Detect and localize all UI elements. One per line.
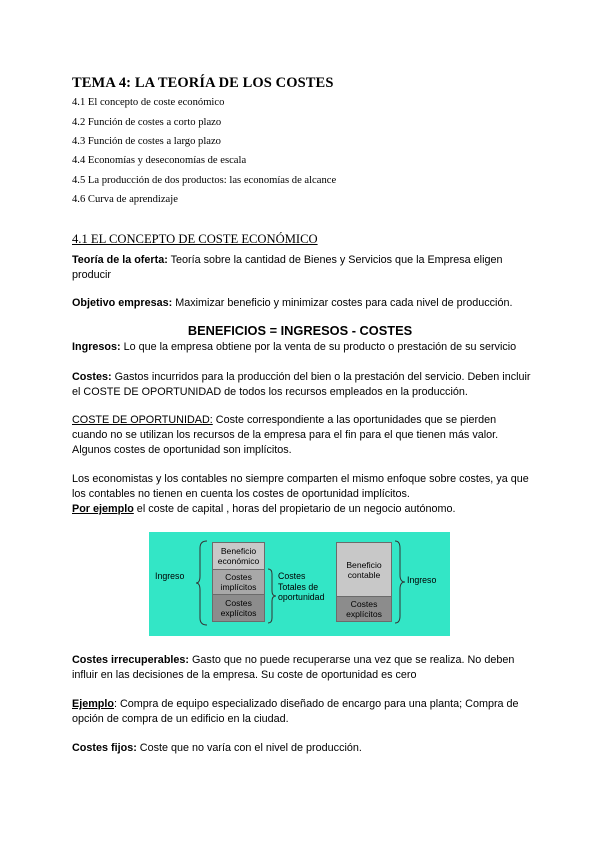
term-irrecuperables: Costes irrecuperables: [72, 654, 190, 666]
text-costes: Gastos incurridos para la producción del bien o la prestación del servicio. Deben incluir el COSTE DE OPORTUNIDAD de todos los recursos empleados en la producción. [72, 371, 531, 398]
paragraph-oportunidad [72, 413, 532, 458]
box-costes-explicitos-right: Costes explícitos [336, 596, 392, 622]
paragraph-ingresos [72, 340, 532, 355]
toc-item: 4.5 La producción de dos productos: las economías de alcance [72, 175, 337, 186]
text-ingresos: Lo que la empresa obtiene por la venta de su producto o prestación de su servicio [120, 341, 517, 353]
text-objetivo: Maximizar beneficio y minimizar costes para cada nivel de producción. [172, 297, 513, 309]
brace-right-icon [394, 540, 406, 624]
term-teoria: Teoría de la oferta: [72, 254, 168, 266]
text-fijos: Coste que no varía con el nivel de producción. [136, 742, 362, 754]
term-ejemplo1: Por ejemplo [72, 503, 134, 515]
paragraph-costes [72, 370, 532, 400]
box-beneficio-economico: Beneficio económico [212, 542, 265, 570]
text-teoria: Teoría sobre la cantidad de Bienes y Servicios que la Empresa eligen producir [72, 254, 503, 281]
brace-middle-icon [267, 568, 277, 624]
paragraph-teoria [72, 253, 532, 283]
toc-item: 4.4 Economías y deseconomías de escala [72, 155, 247, 166]
text-irrecuperables: Gasto que no puede recuperarse una vez que se realiza. No deben influir en las decisiones de la empresa. Su coste de oportunidad es cero [72, 654, 515, 681]
term-fijos: Costes fijos: [72, 742, 137, 754]
brace-left-icon [195, 540, 209, 626]
term-ingresos: Ingresos: [72, 341, 121, 353]
text-ejemplo1: el coste de capital , horas del propietario de un negocio autónomo. [133, 503, 456, 515]
diagram-label-ingreso-right: Ingreso [407, 575, 437, 585]
page-title: TEMA 4: LA TEORÍA DE LOS COSTES [72, 75, 334, 91]
toc-item: 4.3 Función de costes a largo plazo [72, 136, 221, 147]
box-beneficio-contable: Beneficio contable [336, 542, 392, 597]
term-objetivo: Objetivo empresas: [72, 297, 173, 309]
toc-item: 4.1 El concepto de coste económico [72, 97, 225, 108]
paragraph-objetivo [72, 296, 532, 311]
section-heading: 4.1 EL CONCEPTO DE COSTE ECONÓMICO [72, 232, 318, 246]
cost-diagram [149, 532, 450, 636]
paragraph-ejemplo1 [72, 502, 532, 517]
toc-item: 4.2 Función de costes a corto plazo [72, 117, 222, 128]
paragraph-economistas: Los economistas y los contables no siempre comparten el mismo enfoque sobre costes, ya que los contables no tienen en cuenta los costes de oportunidad implícitos. [72, 473, 529, 500]
paragraph-fijos [72, 741, 532, 756]
term-ejemplo2: Ejemplo [72, 698, 114, 710]
box-costes-explicitos-left: Costes explícitos [212, 594, 265, 622]
diagram-label-costes-totales: Costes Totales de oportunidad [278, 571, 325, 602]
term-oportunidad: COSTE DE OPORTUNIDAD: [72, 414, 213, 426]
box-costes-implicitos: Costes implícitos [212, 569, 265, 595]
paragraph-irrecuperables [72, 653, 532, 683]
text-ejemplo2: : Compra de equipo especializado diseñado de encargo para una planta; Compra de opción de compra de un edificio en la ciudad. [72, 698, 519, 725]
paragraph-ejemplo2 [72, 697, 532, 727]
diagram-label-ingreso-left: Ingreso [155, 571, 185, 581]
term-costes: Costes: [72, 371, 112, 383]
text-oportunidad: Coste correspondiente a las oportunidades que se pierden cuando no se utilizan los recursos de la empresa para el fin para el que tienen más valor. Algunos costes de oportunidad son implícitos. [72, 414, 499, 456]
formula-heading: BENEFICIOS = INGRESOS - COSTES [187, 323, 413, 338]
toc-item: 4.6 Curva de aprendizaje [72, 194, 178, 205]
